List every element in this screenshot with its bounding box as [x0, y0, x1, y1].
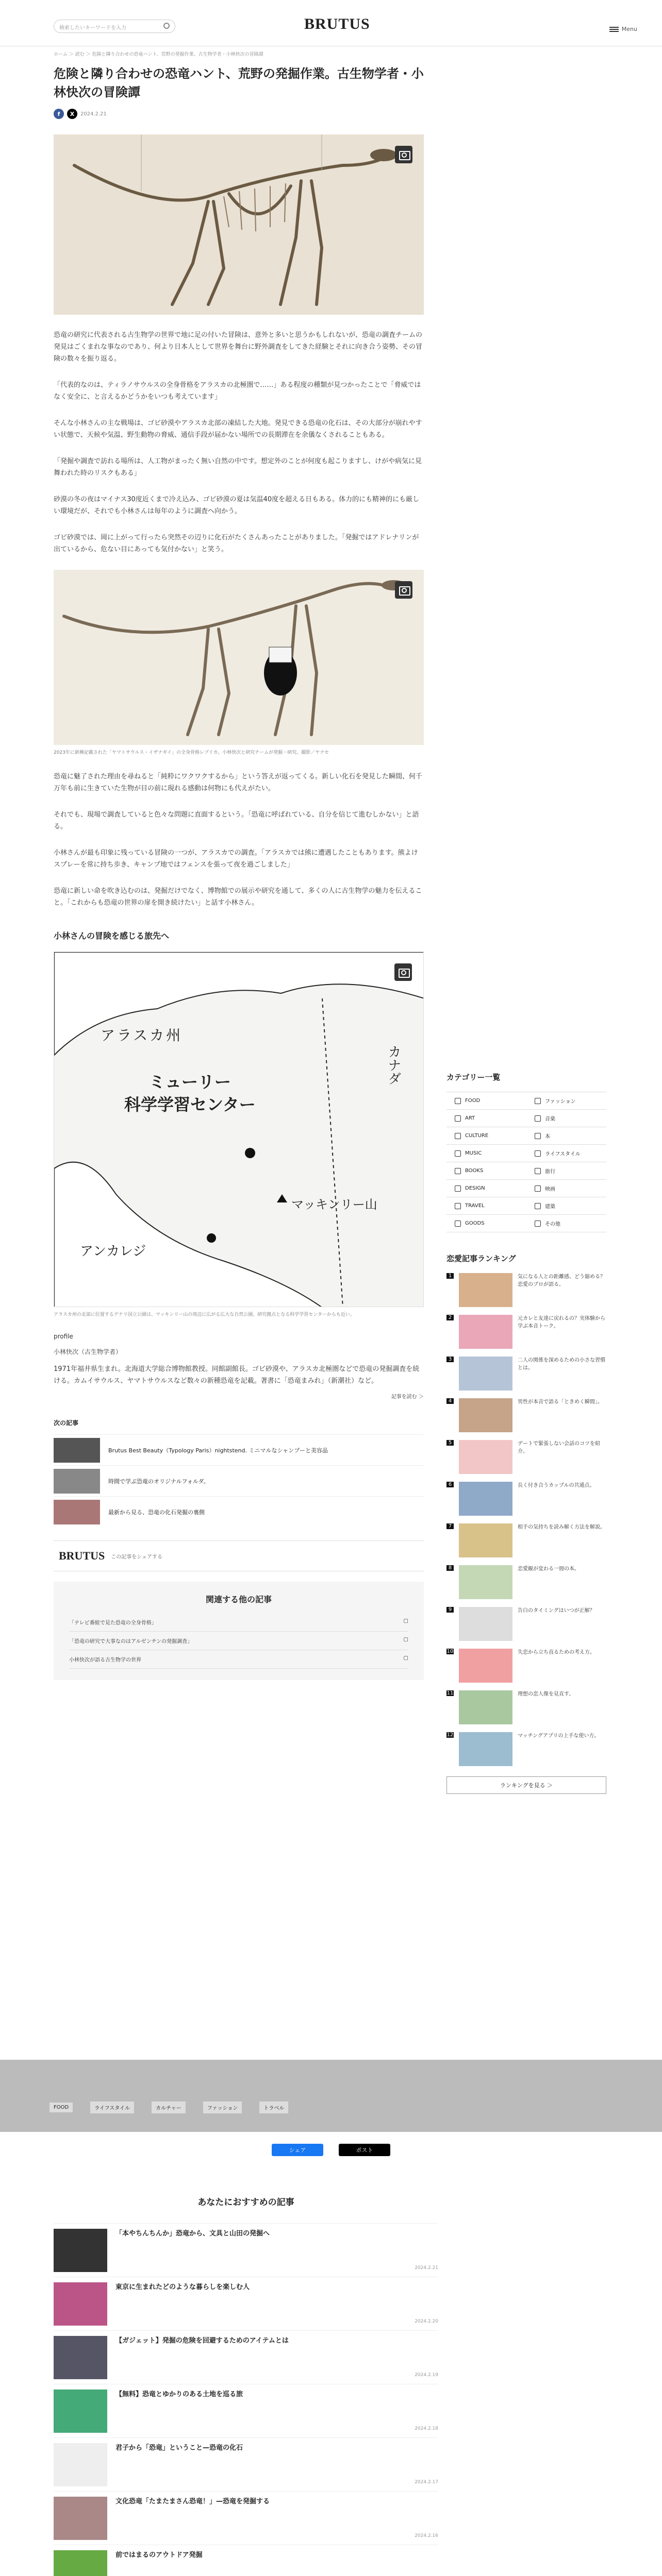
category-icon [455, 1221, 461, 1227]
category-icon [455, 1203, 461, 1209]
rank-number: 8 [446, 1565, 454, 1571]
recommended-heading: あなたにおすすめの記事 [197, 2197, 294, 2208]
ranking-item[interactable]: 6 長く付き合うカップルの共通点。 [446, 1482, 606, 1516]
thumbnail [54, 2443, 107, 2486]
recommended-date: 2024.2.21 [415, 2265, 438, 2270]
rank-number: 11 [446, 1690, 454, 1696]
category-item[interactable]: FOOD [446, 1092, 526, 1110]
thumbnail [54, 2389, 107, 2433]
body-paragraph: 恐竜の研究に代表される古生物学の世界で地に足の付いた冒険は、意外と多いと思うかもしれないが、恐竜の調査チームの発見はごくまれな事なのであり、何より日本人として世界を舞台に野外調査をしてきた経験とそれに向き合う姿勢、その冒険の数々を振り返る。 [54, 331, 423, 363]
profile-name: 小林快次（古生物学者） [54, 1348, 122, 1355]
article [54, 50, 424, 1680]
ranking-item[interactable]: 9 告白のタイミングはいつが正解？ [446, 1607, 606, 1641]
category-item[interactable]: CULTURE [446, 1127, 526, 1145]
rank-number: 10 [446, 1649, 454, 1654]
thumbnail [54, 1438, 100, 1463]
x-icon[interactable]: X [67, 109, 77, 119]
facebook-share-button[interactable]: シェア [272, 2144, 323, 2156]
thumbnail [459, 1440, 512, 1474]
recommended-title: 「本やちんちんか」恐竜から、文具と山田の発掘へ [115, 2230, 270, 2238]
category-item[interactable]: ファッション [526, 1092, 606, 1110]
ranking-list [446, 1273, 606, 1766]
body-paragraph: 「代表的なのは、ティラノサウルスの全身骨格をアラスカの北極圏で……」ある程度の種類が見つかったことで「脅威ではなく安全に、と言えるかどうかをいつも考えています」 [54, 381, 421, 401]
thumbnail [459, 1565, 512, 1599]
ranking-item[interactable]: 7 相手の気持ちを読み解く方法を解説。 [446, 1523, 606, 1557]
hamburger-icon [609, 27, 619, 32]
thumbnail [459, 1607, 512, 1641]
category-item[interactable]: その他 [526, 1215, 606, 1232]
related-articles: 関連する他の記事 「テレビ番組で見た恐竜の全身骨格」 ▢ 「恐竜の研究で大事なのはアルゼンチンの発掘調査」 ▢ 小林快次が語る古生物学の世界 ▢ [54, 1582, 424, 1680]
search-icon[interactable] [163, 23, 170, 29]
category-icon [455, 1133, 461, 1139]
ranking-item[interactable]: 1 気になる人との距離感、どう縮める？恋愛のプロが語る。 [446, 1273, 606, 1307]
recommended-title: 君子から「恐竜」ということ—恐竜の化石 [115, 2444, 243, 2452]
map-label-center: ミューリー 科学学習センター [124, 1072, 256, 1114]
rank-number: 3 [446, 1357, 454, 1362]
category-icon [455, 1115, 461, 1122]
category-icon [455, 1185, 461, 1192]
category-grid [446, 1092, 606, 1232]
category-icon [535, 1115, 541, 1122]
map-label-state: アラスカ州 [101, 1027, 183, 1044]
category-item[interactable]: BOOKS [446, 1162, 526, 1180]
category-item[interactable]: 映画 [526, 1180, 606, 1197]
category-item[interactable]: ART [446, 1110, 526, 1127]
category-item[interactable]: DESIGN [446, 1180, 526, 1197]
ranking-item[interactable]: 3 二人の関係を深めるための小さな習慣とは。 [446, 1357, 606, 1391]
related-item[interactable]: 「テレビ番組で見た恐竜の全身骨格」 ▢ [69, 1613, 408, 1632]
ranking-item[interactable]: 4 男性が本音で語る「ときめく瞬間」。 [446, 1398, 606, 1432]
recommended-date: 2024.2.16 [415, 2533, 438, 2538]
body-paragraph: ゴビ砂漠では、岡に上がって行ったら突然その辺りに化石がたくさんあったことがありました。「発掘ではアドレナリンが出ているから、危ない目にあっても気付かない」と笑う。 [54, 534, 419, 553]
article-meta [54, 109, 424, 119]
category-icon [535, 1221, 541, 1227]
dinosaur-skeleton-image [54, 570, 424, 745]
gallery-icon[interactable] [395, 581, 412, 599]
x-share-button[interactable]: ポスト [339, 2144, 390, 2156]
category-icon [535, 1133, 541, 1139]
category-item[interactable]: 音楽 [526, 1110, 606, 1127]
thumbnail [459, 1690, 512, 1724]
thumbnail [54, 2282, 107, 2326]
external-link-icon: ▢ [403, 1637, 408, 1642]
next-item[interactable]: Brutus Best Beauty（Typology Paris）nightstend. ミニマルなシャンプーと美容品 [54, 1434, 424, 1465]
category-item[interactable]: 本 [526, 1127, 606, 1145]
recommended-date: 2024.2.18 [415, 2426, 438, 2431]
ranking-item[interactable]: 10 失恋から立ち直るための考え方。 [446, 1649, 606, 1683]
thumbnail [459, 1398, 512, 1432]
thumbnail [459, 1315, 512, 1349]
category-icon [535, 1098, 541, 1104]
skeleton-photo [54, 570, 424, 745]
brutus-banner[interactable]: BRUTUS この記事をシェアする [54, 1540, 424, 1571]
article-date: 2024.2.21 [80, 111, 107, 117]
next-item[interactable]: 時間で学ぶ恐竜のオリジナルフォルダ。 [54, 1465, 424, 1496]
external-link-icon: ▢ [403, 1655, 408, 1661]
site-header [0, 0, 662, 46]
body-paragraph: 恐竜に新しい命を吹き込むのは、発掘だけでなく、博物館での展示や研究を通して、多くの人に古生物学の魅力を伝えること。「これからも恐竜の世界の扉を開き続けたい」と話す小林さん。 [54, 887, 422, 907]
recommended-title: 【ガジェット】発掘の危険を回避するためのアイテムとは [115, 2337, 289, 2345]
map-caption: アラスカ州の北部に位置するデナリ国立公園は、マッキンリー山の周辺に広がる広大な自然公園。研究拠点となる科学学習センターからも近い。 [54, 1312, 355, 1317]
thumbnail [54, 2550, 107, 2576]
ranking-item[interactable]: 11 理想の恋人像を見直す。 [446, 1690, 606, 1724]
ranking-item[interactable]: 12 マッチングアプリの上手な使い方。 [446, 1732, 606, 1766]
tab-item[interactable]: ファッション [203, 2102, 242, 2113]
gallery-icon[interactable] [394, 963, 412, 981]
thumbnail [54, 2229, 107, 2272]
category-item[interactable]: GOODS [446, 1215, 526, 1232]
body-paragraph: そんな小林さんの主な戦場は、ゴビ砂漠やアラスカ北部の凍結した大地。発見できる恐竜の化石は、その大部分が崩れやすい状態で、天候や気温、野生動物の脅威、通信手段が届かない場所での長期滞在を余儀なくされることもある。 [54, 419, 422, 439]
category-tabs [49, 2092, 586, 2123]
ranking-item[interactable]: 5 デートで緊張しない会話のコツを紹介。 [446, 1440, 606, 1474]
body-paragraph: 小林さんが最も印象に残っている冒険の一つが、アラスカでの調査。「アラスカでは熊に遭遇したこともあります。熊よけスプレーを常に持ち歩き、キャンプ地ではフェンスを張って夜を過ごしました」 [54, 849, 418, 869]
rank-number: 1 [446, 1273, 454, 1279]
recommended-item[interactable] [54, 2491, 438, 2545]
rank-number: 5 [446, 1440, 454, 1446]
category-icon [455, 1150, 461, 1157]
recommended-date: 2024.2.20 [415, 2319, 438, 2324]
recommended-title: 前ではまるのアウトドア発掘 [115, 2551, 203, 2559]
profile-text: 1971年福井県生まれ。北海道大学総合博物館教授。同館副館長。ゴビ砂漠や、アラスカ北極圏などで恐竜の発掘調査を続ける。カムイサウルス、ヤマトサウルスなど数々の新種恐竜を記載。著書に「恐竜まみれ」（新潮社）など。 [54, 1365, 420, 1385]
map-label-city: アンカレジ [80, 1244, 146, 1259]
category-item[interactable]: 建築 [526, 1197, 606, 1215]
recommended-date: 2024.2.19 [415, 2372, 438, 2378]
rank-number: 9 [446, 1607, 454, 1613]
body-paragraph: 恐竜に魅了された理由を尋ねると「純粋にワクワクするから」という答えが返ってくる。新しい化石を発見した瞬間、何千万年も前に生きていた生物が目の前に現れる感動は何物にも代えがたい。 [54, 773, 423, 792]
tab-item[interactable]: トラベル [259, 2102, 288, 2113]
category-icon [535, 1168, 541, 1174]
category-item[interactable]: TRAVEL [446, 1197, 526, 1215]
external-link-icon: ▢ [403, 1618, 408, 1624]
sidebar [446, 1072, 606, 1794]
thumbnail [54, 2336, 107, 2379]
thumbnail [459, 1649, 512, 1683]
facebook-icon[interactable]: f [54, 109, 64, 119]
breadcrumb[interactable]: ホーム ＞ 読む ＞ 危険と隣り合わせの恐竜ハント、荒野の発掘作業。古生物学者・小林快次の冒険譚 [54, 52, 263, 57]
thumbnail [54, 2497, 107, 2540]
rank-number: 7 [446, 1523, 454, 1529]
ranking-item[interactable]: 8 恋愛観が変わる一冊の本。 [446, 1565, 606, 1599]
category-icon [455, 1168, 461, 1174]
map-figure [54, 952, 424, 1307]
related-item[interactable]: 小林快次が語る古生物学の世界 ▢ [69, 1650, 408, 1669]
category-icon [455, 1098, 461, 1104]
gallery-icon[interactable] [395, 146, 412, 163]
category-icon [535, 1185, 541, 1192]
recommended-item[interactable] [54, 2437, 438, 2491]
body-paragraph: それでも、現場で調査していると色々な問題に直面するという。「恐竜に呼ばれている、自分を信じて進むしかない」と語る。 [54, 811, 419, 831]
body-paragraph: 砂漠の冬の夜はマイナス30度近くまで冷え込み、ゴビ砂漠の夏は気温40度を超える日もある。体力的にも精神的にも厳しい環境だが、それでも小林さんは毎年のように調査へ向かう。 [54, 496, 420, 515]
thumbnail [459, 1357, 512, 1391]
next-item[interactable]: 最新から見る、恐竜の化石発掘の裏側 [54, 1496, 424, 1527]
category-icon [535, 1203, 541, 1209]
map-label-mountain: マッキンリー山 [291, 1197, 377, 1212]
article-title: 危険と隣り合わせの恐竜ハント、荒野の発掘作業。古生物学者・小林快次の冒険譚 [54, 66, 424, 99]
hero-photo [54, 134, 424, 315]
thumbnail [459, 1732, 512, 1766]
category-item[interactable]: MUSIC [446, 1145, 526, 1162]
read-more-link[interactable]: 記事を読む ＞ [391, 1394, 424, 1400]
thumbnail [459, 1273, 512, 1307]
section-heading: 小林さんの冒険を感じる旅先へ [54, 931, 170, 941]
rank-number: 6 [446, 1482, 454, 1487]
rank-number: 12 [446, 1732, 454, 1738]
rank-number: 2 [446, 1315, 454, 1320]
next-heading: 次の記事 [54, 1419, 79, 1427]
recommended-item[interactable] [54, 2330, 438, 2384]
recommended-title: 文化恐竜「たまたまさん恐竜！」—恐竜を発掘する [115, 2498, 270, 2505]
dinosaur-skeleton-image [54, 134, 424, 315]
thumbnail [459, 1482, 512, 1516]
search-input[interactable]: 検索したいキーワードを入力 [54, 20, 175, 33]
tab-item[interactable]: カルチャー [152, 2102, 186, 2113]
thumbnail [54, 1469, 100, 1494]
related-item[interactable]: 「恐竜の研究で大事なのはアルゼンチンの発掘調査」 ▢ [69, 1632, 408, 1650]
body-paragraph: 「発掘や調査で訪れる場所は、人工物がまったく無い自然の中です。想定外のことが何度も起こりますし、けがや病気に見舞われた時のリスクもある」 [54, 457, 422, 477]
category-heading: カテゴリー一覧 [446, 1073, 501, 1082]
menu-button[interactable]: Menu [609, 26, 637, 32]
recommended-item[interactable] [54, 2384, 438, 2437]
ranking-heading: 恋愛記事ランキング [446, 1254, 516, 1263]
tab-item[interactable]: FOOD [49, 2103, 73, 2112]
recommended-item[interactable] [54, 2223, 438, 2277]
rank-number: 4 [446, 1398, 454, 1404]
ranking-item[interactable]: 2 元カレと友達に戻れるの？実体験から学ぶ本音トーク。 [446, 1315, 606, 1349]
category-item[interactable]: 旅行 [526, 1162, 606, 1180]
recommended-date: 2024.2.17 [415, 2480, 438, 2485]
recommended-item[interactable] [54, 2545, 438, 2576]
site-logo[interactable]: BRUTUS [304, 15, 370, 32]
share-bar [0, 2137, 662, 2163]
category-item[interactable]: ライフスタイル [526, 1145, 606, 1162]
category-icon [535, 1150, 541, 1157]
ranking-more-button[interactable]: ランキングを見る ＞ [446, 1776, 606, 1794]
recommended-title: 東京に生まれたどのような暮らしを楽しむ人 [115, 2283, 250, 2291]
recommended-section [54, 2195, 438, 2576]
recommended-title: 【無料】恐竜とゆかりのある土地を巡る旅 [115, 2391, 243, 2398]
photo-caption: 2023年に新種記載された「ヤマトサウルス・イザナギイ」の全身骨格レプリカ。小林快次と研究チームが発掘・研究。撮影／ヤナセ [54, 750, 329, 755]
thumbnail [54, 1500, 100, 1524]
thumbnail [459, 1523, 512, 1557]
map-label-country: カナダ [386, 1045, 401, 1085]
tab-item[interactable]: ライフスタイル [90, 2102, 134, 2113]
recommended-item[interactable] [54, 2277, 438, 2330]
profile-label: profile [54, 1333, 73, 1340]
